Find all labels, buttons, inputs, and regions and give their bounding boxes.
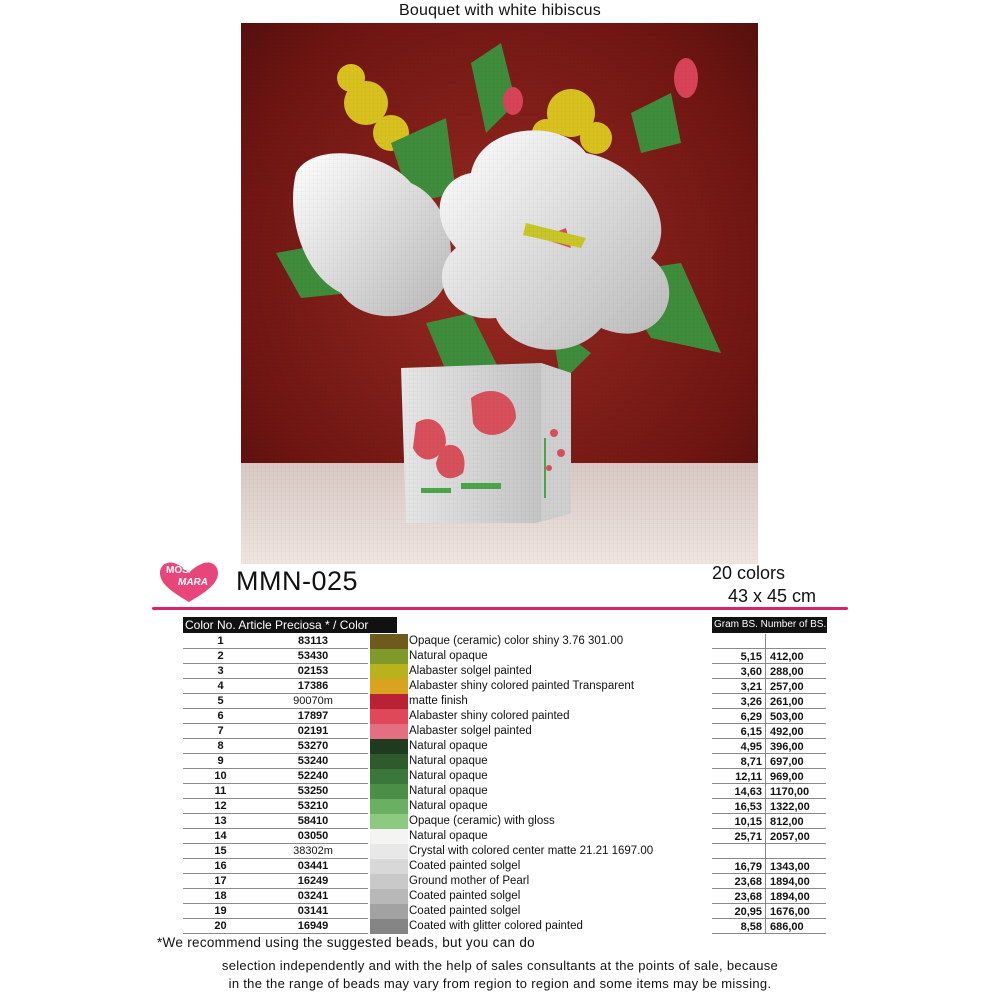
- color-number: 10: [183, 769, 258, 784]
- gram-value: 10,15: [712, 814, 766, 829]
- gram-value: 20,95: [712, 904, 766, 919]
- color-swatch: [370, 649, 408, 664]
- color-swatch: [370, 784, 408, 799]
- bead-count: 697,00: [766, 754, 826, 769]
- color-description: Natural opaque: [409, 770, 488, 782]
- article-number: 38302m: [258, 844, 368, 859]
- color-number: 5: [183, 694, 258, 709]
- color-swatch: [370, 889, 408, 904]
- article-number: 03050: [258, 829, 368, 844]
- gram-value: 3,60: [712, 664, 766, 679]
- color-number: 20: [183, 919, 258, 934]
- logo-text-mos: MOS: [166, 565, 189, 576]
- color-number: 3: [183, 664, 258, 679]
- gram-value: 12,11: [712, 769, 766, 784]
- color-swatch: [370, 904, 408, 919]
- color-description: Natural opaque: [409, 800, 488, 812]
- color-number: 15: [183, 844, 258, 859]
- table-row: [183, 739, 826, 754]
- gram-value: 16,53: [712, 799, 766, 814]
- color-description: Alabaster shiny colored painted Transparent: [409, 680, 635, 692]
- bead-count: 503,00: [766, 709, 826, 724]
- gram-value: 16,79: [712, 859, 766, 874]
- article-number: 83113: [258, 634, 368, 649]
- color-description: Natural opaque: [409, 830, 488, 842]
- color-number: 2: [183, 649, 258, 664]
- color-swatch: [370, 799, 408, 814]
- table-row: [183, 889, 826, 904]
- table-row: [183, 679, 826, 694]
- color-description: Coated with glitter colored painted: [409, 920, 583, 932]
- color-swatch: [370, 844, 408, 859]
- table-header-left: Color No. Article Preciosa * / Color: [183, 617, 397, 633]
- color-description: Coated painted solgel: [409, 890, 521, 902]
- color-number: 11: [183, 784, 258, 799]
- color-number: 1: [183, 634, 258, 649]
- bead-count: 288,00: [766, 664, 826, 679]
- table-row: [183, 694, 826, 709]
- article-number: 58410: [258, 814, 368, 829]
- color-number: 7: [183, 724, 258, 739]
- color-swatch: [370, 724, 408, 739]
- footnote-line-3: in the the range of beads may vary from region to region and some items may be missing.: [228, 976, 772, 991]
- bead-count: 396,00: [766, 739, 826, 754]
- logo-text-mara: MARA: [178, 577, 208, 588]
- page-title: Bouquet with white hibiscus: [399, 2, 601, 19]
- table-row: [183, 859, 826, 874]
- article-number: 02191: [258, 724, 368, 739]
- gram-value: 25,71: [712, 829, 766, 844]
- article-number: 53250: [258, 784, 368, 799]
- article-number: 17897: [258, 709, 368, 724]
- bead-count: 2057,00: [766, 829, 826, 844]
- color-swatch: [370, 859, 408, 874]
- color-swatch: [370, 919, 408, 934]
- color-number: 4: [183, 679, 258, 694]
- color-number: 14: [183, 829, 258, 844]
- gram-value: 14,63: [712, 784, 766, 799]
- bead-count: 1676,00: [766, 904, 826, 919]
- table-row: [183, 649, 826, 664]
- color-swatch: [370, 739, 408, 754]
- article-number: 90070m: [258, 694, 368, 709]
- gram-value: 5,15: [712, 649, 766, 664]
- embroidery-picture: [241, 23, 758, 564]
- mosmara-logo: [158, 560, 220, 604]
- article-number: 53430: [258, 649, 368, 664]
- color-description: Coated painted solgel: [409, 860, 521, 872]
- gram-value: [712, 634, 766, 649]
- color-swatch: [370, 709, 408, 724]
- article-number: 16949: [258, 919, 368, 934]
- color-swatch: [370, 694, 408, 709]
- divider-line: [152, 607, 848, 610]
- bead-count: 1894,00: [766, 889, 826, 904]
- article-number: 53240: [258, 754, 368, 769]
- color-swatch: [370, 769, 408, 784]
- color-number: 18: [183, 889, 258, 904]
- table-row: [183, 664, 826, 679]
- bead-count: [766, 844, 826, 859]
- gram-value: 3,21: [712, 679, 766, 694]
- bead-count: [766, 634, 826, 649]
- table-row: [183, 799, 826, 814]
- color-swatch: [370, 634, 408, 649]
- color-swatch: [370, 829, 408, 844]
- article-number: 03141: [258, 904, 368, 919]
- color-description: Natural opaque: [409, 755, 488, 767]
- gram-value: 23,68: [712, 889, 766, 904]
- color-description: Natural opaque: [409, 650, 488, 662]
- bead-count: 492,00: [766, 724, 826, 739]
- color-swatch: [370, 664, 408, 679]
- bead-count: 412,00: [766, 649, 826, 664]
- color-description: Crystal with colored center matte 21.21 1697.00: [409, 845, 654, 857]
- footnote-line-1: *We recommend using the suggested beads, but you can do: [157, 935, 535, 950]
- colors-count: 20 colors: [712, 563, 786, 583]
- article-number: 52240: [258, 769, 368, 784]
- bead-count: 686,00: [766, 919, 826, 934]
- product-code: MMN-025: [236, 566, 359, 596]
- table-row: [183, 709, 826, 724]
- table-row: [183, 769, 826, 784]
- table-row: [183, 724, 826, 739]
- bead-count: 257,00: [766, 679, 826, 694]
- bead-count: 812,00: [766, 814, 826, 829]
- color-number: 19: [183, 904, 258, 919]
- color-description: Alabaster shiny colored painted: [409, 710, 570, 722]
- color-description: Alabaster solgel painted: [409, 725, 532, 737]
- gram-value: 4,95: [712, 739, 766, 754]
- article-number: 53210: [258, 799, 368, 814]
- color-number: 12: [183, 799, 258, 814]
- gram-value: 8,58: [712, 919, 766, 934]
- article-number: 03241: [258, 889, 368, 904]
- table-row: [183, 829, 826, 844]
- color-description: Opaque (ceramic) color shiny 3.76 301.00: [409, 635, 624, 647]
- article-number: 16249: [258, 874, 368, 889]
- color-number: 13: [183, 814, 258, 829]
- article-number: 02153: [258, 664, 368, 679]
- color-swatch: [370, 814, 408, 829]
- table-row: [183, 634, 826, 649]
- gram-value: 3,26: [712, 694, 766, 709]
- color-description: matte finish: [409, 695, 468, 707]
- bead-count: 261,00: [766, 694, 826, 709]
- table-row: [183, 754, 826, 769]
- gram-value: 6,15: [712, 724, 766, 739]
- table-row: [183, 874, 826, 889]
- table-row: [183, 904, 826, 919]
- color-description: Natural opaque: [409, 785, 488, 797]
- bead-count: 1894,00: [766, 874, 826, 889]
- gram-value: 23,68: [712, 874, 766, 889]
- color-description: Natural opaque: [409, 740, 488, 752]
- color-swatch: [370, 754, 408, 769]
- product-size: 43 x 45 cm: [728, 586, 817, 606]
- color-number: 6: [183, 709, 258, 724]
- gram-value: [712, 844, 766, 859]
- color-number: 8: [183, 739, 258, 754]
- color-description: Alabaster solgel painted: [409, 665, 532, 677]
- table-row: [183, 844, 826, 859]
- color-swatch: [370, 874, 408, 889]
- color-description: Opaque (ceramic) with gloss: [409, 815, 555, 827]
- color-number: 16: [183, 859, 258, 874]
- color-number: 9: [183, 754, 258, 769]
- bead-count: 1170,00: [766, 784, 826, 799]
- table-row: [183, 814, 826, 829]
- color-description: Ground mother of Pearl: [409, 875, 530, 887]
- bead-count: 1343,00: [766, 859, 826, 874]
- gram-value: 6,29: [712, 709, 766, 724]
- color-number: 17: [183, 874, 258, 889]
- bead-count: 1322,00: [766, 799, 826, 814]
- color-swatch: [370, 679, 408, 694]
- bead-count: 969,00: [766, 769, 826, 784]
- table-row: [183, 784, 826, 799]
- color-description: Coated painted solgel: [409, 905, 521, 917]
- footnote-line-2: selection independently and with the help of sales consultants at the points of sale, because: [221, 958, 779, 973]
- article-number: 17386: [258, 679, 368, 694]
- article-number: 03441: [258, 859, 368, 874]
- article-number: 53270: [258, 739, 368, 754]
- table-header-right: Gram BS. Number of BS.: [712, 617, 827, 633]
- table-row: [183, 919, 826, 934]
- gram-value: 8,71: [712, 754, 766, 769]
